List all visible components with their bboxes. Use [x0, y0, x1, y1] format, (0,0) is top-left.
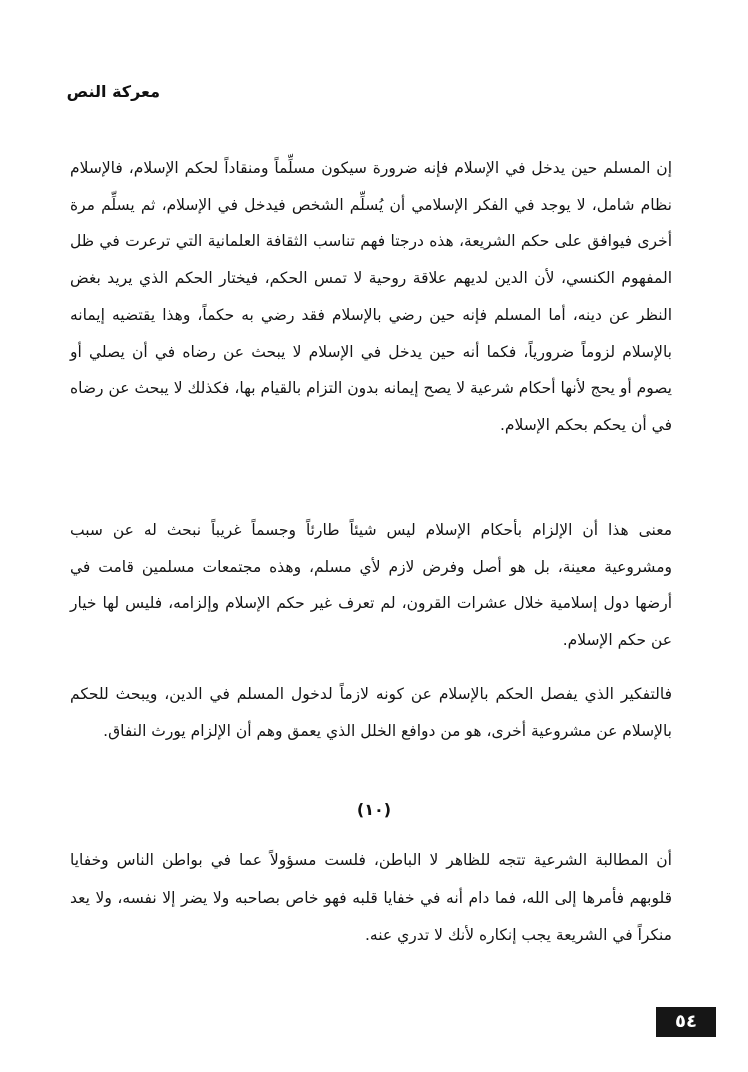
paragraph-2: معنى هذا أن الإلزام بأحكام الإسلام ليس شيئاً طارئاً وجسماً غريباً نبحث له عن سبب ومشروعية معينة، بل هو أصل وفرض لازم لأي مسلم، وهذه مجتمعات مسلمين قامت في أرضها دول إسلامية خلال عشرات القرون، لم تعرف غير حكم الإسلام وإلزامه، فليس لها خيار عن حكم الإسلام. — [70, 521, 672, 650]
page-number-badge: ٥٤ — [656, 1007, 716, 1037]
running-header-title: معركة النص — [66, 82, 160, 101]
section-number: (١٠) — [356, 800, 392, 819]
paragraph-3: فالتفكير الذي يفصل الحكم بالإسلام عن كونه لازماً لدخول المسلم في الدين، ويبحث للحكم بالإسلام عن مشروعية أخرى، هو من دوافع الخلل الذي يعمق وهم أن الإلزام يورث النفاق. — [70, 685, 672, 740]
paragraph-4: أن المطالبة الشرعية تتجه للظاهر لا الباطن، فلست مسؤولاً عما في بواطن الناس وخفايا قلوبهم فأمرها إلى الله، فما دام أنه في خفايا قلبه فهو خاص بصاحبه ولا يضر إلا نفسه، ولا يعد منكراً في الشريعة يجب إنكاره لأنك لا تدري عنه. — [70, 851, 672, 944]
paragraph-1: إن المسلم حين يدخل في الإسلام فإنه ضرورة سيكون مسلِّماً ومنقاداً لحكم الإسلام، فالإسلام نظام شامل، لا يوجد في الفكر الإسلامي أن يُسلِّم الشخص فيدخل في الإسلام، ثم يسلِّم مرة أخرى فيوافق على حكم الشريعة، هذه درجتا فهم تناسب الثقافة العلمانية التي ترعرت في ظل المفهوم الكنسي، لأن الدين لديهم علاقة روحية لا تمس الحكم، فيختار الحكم الذي يريد بغض النظر عن دينه، أما المسلم فإنه حين رضي بالإسلام فقد رضي به حكماً، وهذا يقتضيه إيمانه بالإسلام لزوماً ضرورياً، فكما أنه حين يدخل في الإسلام لا يبحث عن رضاه في أن يصلي أو يصوم أو يحج لأنها أحكام شرعية لا يصح إيمانه بدون التزام بالقيام بها، فكذلك لا يبحث عن رضاه في أن يحكم بحكم الإسلام. — [70, 159, 672, 434]
